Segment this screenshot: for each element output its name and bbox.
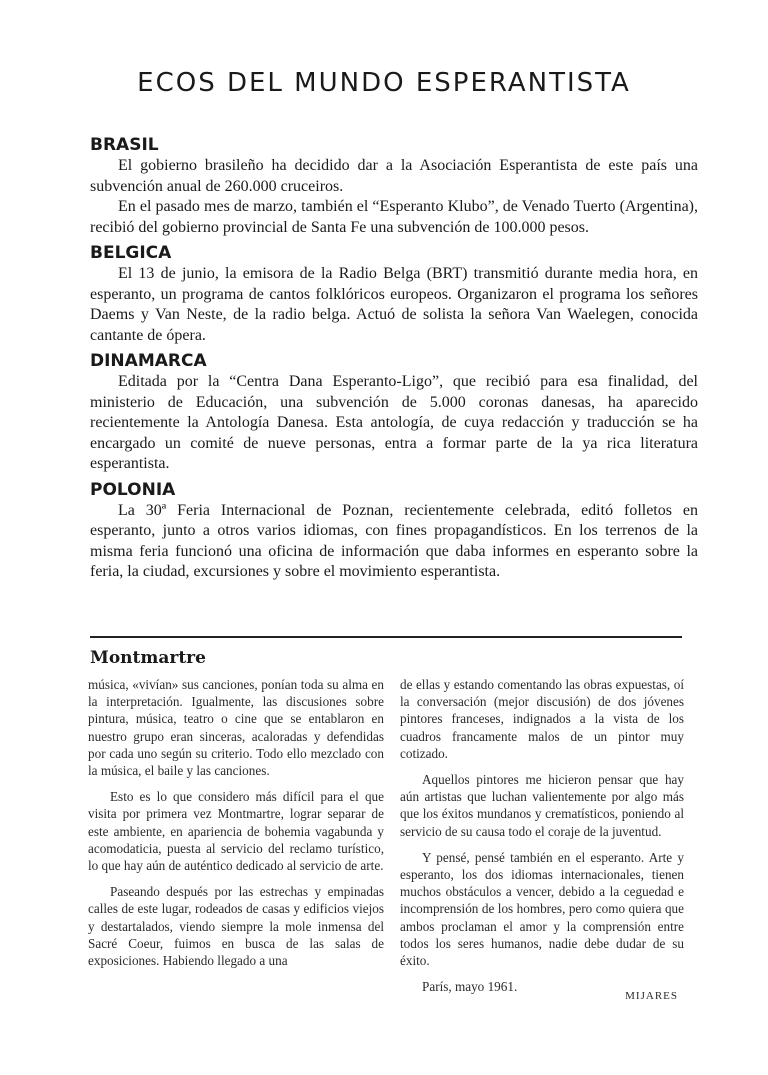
author-name: MIJARES	[625, 990, 678, 1003]
place-date: París, mayo 1961.	[422, 979, 518, 995]
article-column-right	[400, 676, 684, 1003]
section-dinamarca	[90, 350, 698, 475]
article-heading: Montmartre	[90, 648, 206, 668]
section-heading: POLONIA	[90, 479, 176, 500]
section-belgica	[90, 242, 698, 346]
article-paragraph: Esto es lo que considero más difícil para el que visita por primera vez Montmartre, lograr separar de este ambiente, en apariencia de bohemia vagabunda y acomodaticia, puesta al servicio del reclamo turístico, lo que hay aún de auténtico dedicado al servicio de arte.	[88, 789, 384, 874]
section-paragraph: En el pasado mes de marzo, también el “Esperanto Klubo”, de Venado Tuerto (Argentina), recibió del gobierno provincial de Santa Fe una subvención de 100.000 pesos.	[90, 198, 698, 236]
section-heading: BRASIL	[90, 135, 159, 155]
section-heading: BELGICA	[90, 243, 172, 263]
section-paragraph: La 30ª Feria Internacional de Poznan, recientemente celebrada, editó folletos en esperanto, junto a otros varios idiomas, con fines propagandísticos. En los terrenos de la misma feria funcionó una oficina de información que daba informes en esperanto sobre la feria, la ciudad, excursiones y sobre el movimiento esperantista.	[90, 501, 698, 580]
section-paragraph: Editada por la “Centra Dana Esperanto-Ligo”, que recibió para esa finalidad, del ministerio de Educación, una subvención de 5.000 coronas danesas, ha aparecido recientemente la Antología Danesa. Esta antología, de cuya redacción y traducción se ha encargado un comité de nueve personas, entra a formar parte de la ya rica literatura esperantista.	[90, 373, 698, 472]
article-paragraph: Y pensé, pensé también en el esperanto. Arte y esperanto, los dos idiomas internacionales, tienen muchos obstáculos a vencer, debido a la ceguedad e incomprensión de los hombres, pero como quiera que ambos proclaman el amor y la comprensión entre todos los seres humanos, nadie debe dudar de su éxito.	[400, 849, 684, 969]
section-divider	[90, 636, 682, 638]
article-paragraph: música, «vivían» sus canciones, ponían toda su alma en la interpretación. Igualmente, las discusiones sobre pintura, música, teatro o cine que se entablaron en nuestro grupo eran sinceras, acaloradas y defendidas por cada uno según su criterio. Todo ello mezclado con la música, el baile y las canciones.	[88, 677, 384, 779]
article-paragraph: de ellas y estando comentando las obras expuestas, oí la conversación (mejor discusión) de dos jóvenes pintores franceses, indignados a la vista de los cuadros francamente malos de un pintor muy cotizado.	[400, 677, 684, 761]
signature-row	[400, 978, 684, 1003]
section-paragraph: El gobierno brasileño ha decidido dar a la Asociación Esperantista de este país una subvención anual de 260.000 cruceiros.	[90, 157, 698, 195]
article-paragraph: Aquellos pintores me hicieron pensar que hay aún artistas que luchan valientemente por algo más que los éxitos mundanos y crematísticos, poniendo al servicio de su causa todo el coraje de la juventud.	[400, 772, 684, 839]
section-heading: DINAMARCA	[90, 351, 207, 371]
news-sections	[90, 134, 698, 587]
section-polonia	[90, 479, 698, 583]
article-column-left	[88, 676, 384, 978]
section-brasil	[90, 134, 698, 238]
article-paragraph: Paseando después por las estrechas y empinadas calles de este lugar, rodeados de casas y edificios viejos y destartalados, viendo siempre la mole inmensa del Sacré Coeur, fuimos en busca de las salas de exposiciones. Habiendo llegado a una	[88, 884, 384, 969]
section-paragraph: El 13 de junio, la emisora de la Radio Belga (BRT) transmitió durante media hora, en esperanto, un programa de cantos folklóricos europeos. Organizaron el programa los señores Daems y Van Neste, de la radio belga. Actuó de solista la señora Van Waelegen, conocida cantante de ópera.	[90, 265, 698, 344]
page-title: ECOS DEL MUNDO ESPERANTISTA	[137, 68, 631, 98]
